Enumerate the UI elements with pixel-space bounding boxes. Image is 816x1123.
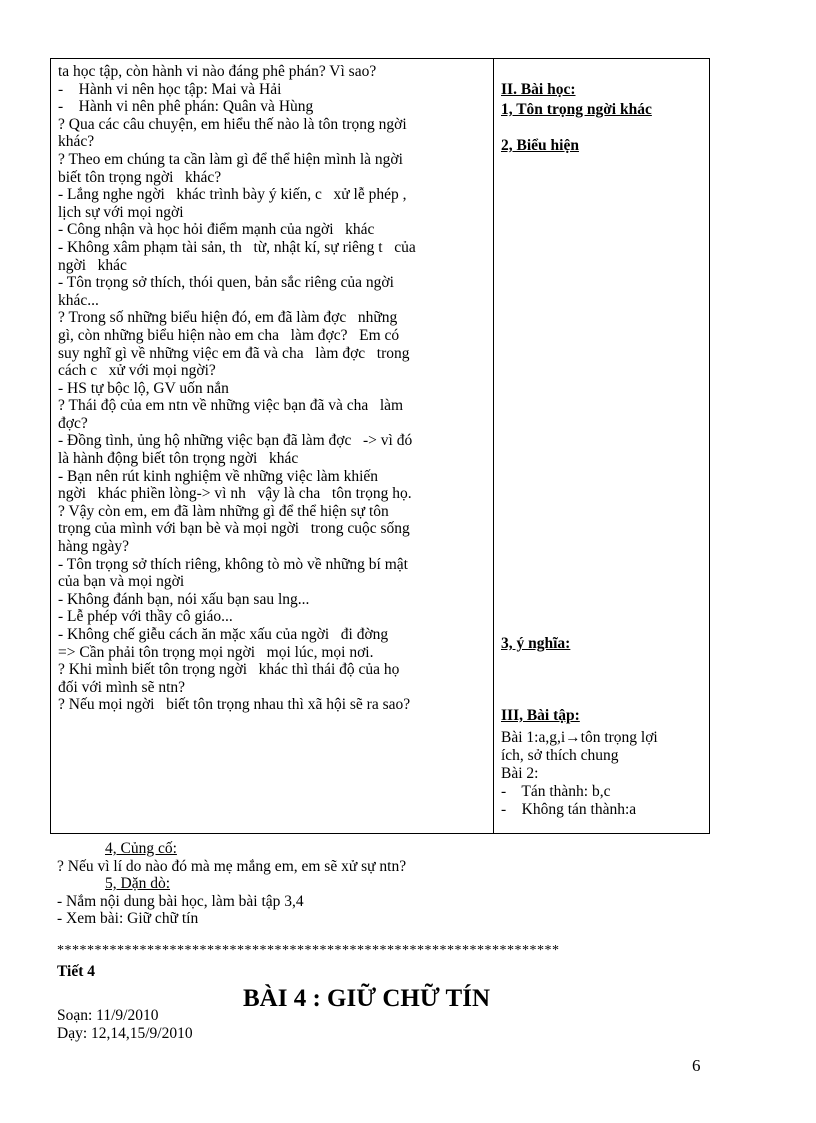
column-divider (493, 59, 494, 833)
activity-line: - Không xâm phạm tài sản, th từ, nhật kí, sự riêng t của (58, 238, 416, 256)
bai1-answer: tôn trọng lợi (580, 729, 658, 746)
activity-line: khác... (58, 291, 99, 309)
activity-line: - Tôn trọng sở thích, thói quen, bản sắc riêng của ngời (58, 274, 394, 292)
activity-line: - Tôn trọng sở thích riêng, không tò mò về những bí mật (58, 555, 408, 573)
period-label: Tiết 4 (57, 963, 96, 980)
activity-line: gì, còn những biểu hiện nào em cha làm đợc? Em có (58, 326, 400, 344)
activity-line: - Không đánh bạn, nói xấu bạn sau lng... (58, 590, 310, 608)
bai2-label: Bài 2: (501, 765, 539, 782)
activity-line: suy nghĩ gì về những việc em đã và cha làm đợc trong (58, 344, 410, 362)
activity-line: ? Khi mình biết tôn trọng ngời khác thì thái độ của họ (58, 661, 400, 679)
activity-line: của bạn và mọi ngời (58, 573, 185, 591)
bai2-disagree: - Không tán thành:a (501, 801, 637, 818)
activity-line: - Lễ phép với thầy cô giáo... (58, 608, 233, 626)
activity-line: khác? (58, 133, 95, 151)
activity-line: cách c xử với mọi ngời? (58, 362, 216, 380)
dan-do-heading: 5, Dặn dò: (105, 875, 171, 893)
activity-line: - Bạn nên rút kinh nghiệm về những việc làm khiến (58, 467, 379, 485)
activity-line: - HS tự bộc lộ, GV uốn nắn (58, 379, 229, 397)
activity-line: ngời khác (58, 256, 127, 274)
activity-line: trọng của mình với bạn bè và mọi ngời trong cuộc sống (58, 520, 410, 538)
teaching-dates: Dạy: 12,14,15/9/2010 (57, 1025, 193, 1042)
activity-line: biết tôn trọng ngời khác? (58, 168, 222, 186)
activity-line: ? Trong số những biểu hiện đó, em đã làm đợc những (58, 309, 398, 327)
activity-line: đối với mình sẽ ntn? (58, 678, 186, 696)
bai1-label: Bài 1:a,g,i (501, 729, 566, 746)
activity-line: là hành động biết tôn trọng ngời khác (58, 450, 299, 468)
activity-line: - Hành vi nên học tập: Mai và Hải (58, 80, 282, 98)
dates-block (57, 1007, 193, 1043)
activity-line: ? Thái độ của em ntn về những việc bạn đã và cha làm (58, 397, 404, 415)
heading-bai-hoc: II. Bài học: (501, 81, 576, 98)
lesson-title: BÀI 4 : GIỮ CHỮ TÍN (243, 985, 491, 1012)
activity-line: ? Theo em chúng ta cần làm gì để thể hiện mình là ngời (58, 150, 403, 168)
activity-line: đợc? (58, 414, 88, 432)
activity-line: ta học tập, còn hành vi nào đáng phê phán? Vì sao? (58, 63, 377, 80)
cung-co-heading: 4, Củng cố: (105, 840, 177, 857)
cung-co-question: ? Nếu vì lí do nào đó mà mẹ mắng em, em sẽ xử sự ntn? (57, 857, 407, 875)
activity-line: lịch sự với mọi ngời (58, 203, 184, 221)
footer-section (57, 840, 406, 928)
bai2-agree: - Tán thành: b,c (501, 783, 611, 800)
separator-stars: ******************************************************************* (57, 943, 560, 958)
activity-line: hàng ngày? (58, 538, 130, 556)
activity-line: - Lắng nghe ngời khác trình bày ý kiến, c xử lễ phép , (58, 186, 407, 204)
prepared-date: Soạn: 11/9/2010 (57, 1007, 159, 1024)
page-number: 6 (692, 1056, 701, 1075)
activity-line: ngời khác phiền lòng-> vì nh vậy là cha tôn trọng họ. (58, 485, 412, 503)
activity-line: - Không chế giễu cách ăn mặc xấu của ngời đi đờng (58, 626, 389, 643)
arrow-icon: → (565, 729, 581, 746)
dan-do-item: - Nắm nội dung bài học, làm bài tập 3,4 (57, 892, 304, 910)
heading-ton-trong: 1, Tôn trọng ngời khác (501, 101, 652, 118)
heading-bai-tap: III, Bài tập: (501, 707, 580, 724)
activity-line: ? Nếu mọi ngời biết tôn trọng nhau thì xã hội sẽ ra sao? (58, 696, 411, 714)
activity-line: - Công nhận và học hỏi điểm mạnh của ngời khác (58, 221, 375, 239)
activity-line: ? Vậy còn em, em đã làm những gì để thể hiện sự tôn (58, 502, 389, 520)
activity-line: => Cần phải tôn trọng mọi ngời mọi lúc, mọi nơi. (58, 643, 374, 661)
activities-column (58, 63, 488, 714)
activity-line: - Đồng tình, ủng hộ những việc bạn đã làm đợc -> vì đó (58, 432, 413, 450)
activity-line: - Hành vi nên phê phán: Quân và Hùng (58, 98, 314, 116)
activity-line: ? Qua các câu chuyện, em hiểu thế nào là tôn trọng ngời (58, 115, 407, 133)
bai1-answer-cont: ích, sở thích chung (501, 747, 619, 764)
exercise-block (501, 729, 706, 819)
heading-bieu-hien: 2, Biểu hiện (501, 137, 579, 154)
heading-y-nghia: 3, ý nghĩa: (501, 635, 571, 652)
dan-do-item: - Xem bài: Giữ chữ tín (57, 910, 199, 928)
lesson-table (50, 58, 710, 834)
